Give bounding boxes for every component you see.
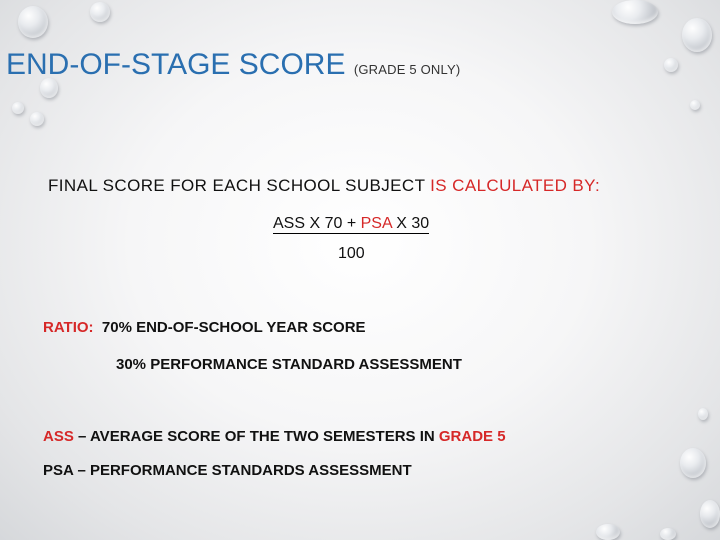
ratio-item-1: 70% END-OF-SCHOOL YEAR SCORE: [101, 319, 366, 336]
intro-highlight: IS CALCULATED BY:: [430, 176, 601, 195]
water-drop-decoration: [682, 18, 712, 52]
ass-definition-text: – AVERAGE SCORE OF THE TWO SEMESTERS IN: [73, 428, 439, 445]
water-drop-decoration: [30, 112, 44, 126]
ratio-line-1: [43, 319, 366, 336]
ass-grade: GRADE 5: [438, 428, 506, 445]
numerator-part-b: X 30: [391, 215, 430, 232]
ratio-label: RATIO:: [43, 319, 94, 336]
water-drop-decoration: [596, 524, 620, 540]
water-drop-decoration: [698, 408, 708, 420]
water-drop-decoration: [680, 448, 706, 478]
formula-numerator: [273, 215, 429, 233]
title-subtitle: (GRADE 5 ONLY): [353, 62, 461, 77]
water-drop-decoration: [660, 528, 676, 540]
title-main: END-OF-STAGE SCORE: [6, 48, 346, 81]
intro-text: FINAL SCORE FOR EACH SCHOOL SUBJECT: [48, 176, 431, 195]
ratio-line-2: 30% PERFORMANCE STANDARD ASSESSMENT: [116, 356, 462, 373]
intro-line: [48, 176, 600, 196]
numerator-part-a: ASS X 70 +: [273, 215, 361, 232]
water-drop-decoration: [18, 6, 48, 38]
water-drop-decoration: [690, 100, 700, 110]
ass-abbreviation: ASS: [43, 428, 74, 445]
water-drop-decoration: [90, 2, 110, 22]
water-drop-decoration: [612, 0, 658, 24]
water-drop-decoration: [12, 102, 24, 114]
numerator-psa: PSA: [360, 215, 392, 232]
water-drop-decoration: [700, 500, 720, 528]
slide-title: [6, 48, 460, 82]
formula-denominator: 100: [338, 245, 365, 262]
psa-definition: PSA – PERFORMANCE STANDARDS ASSESSMENT: [43, 462, 412, 479]
ass-definition: [43, 428, 506, 445]
water-drop-decoration: [664, 58, 678, 72]
numerator: [273, 215, 429, 234]
